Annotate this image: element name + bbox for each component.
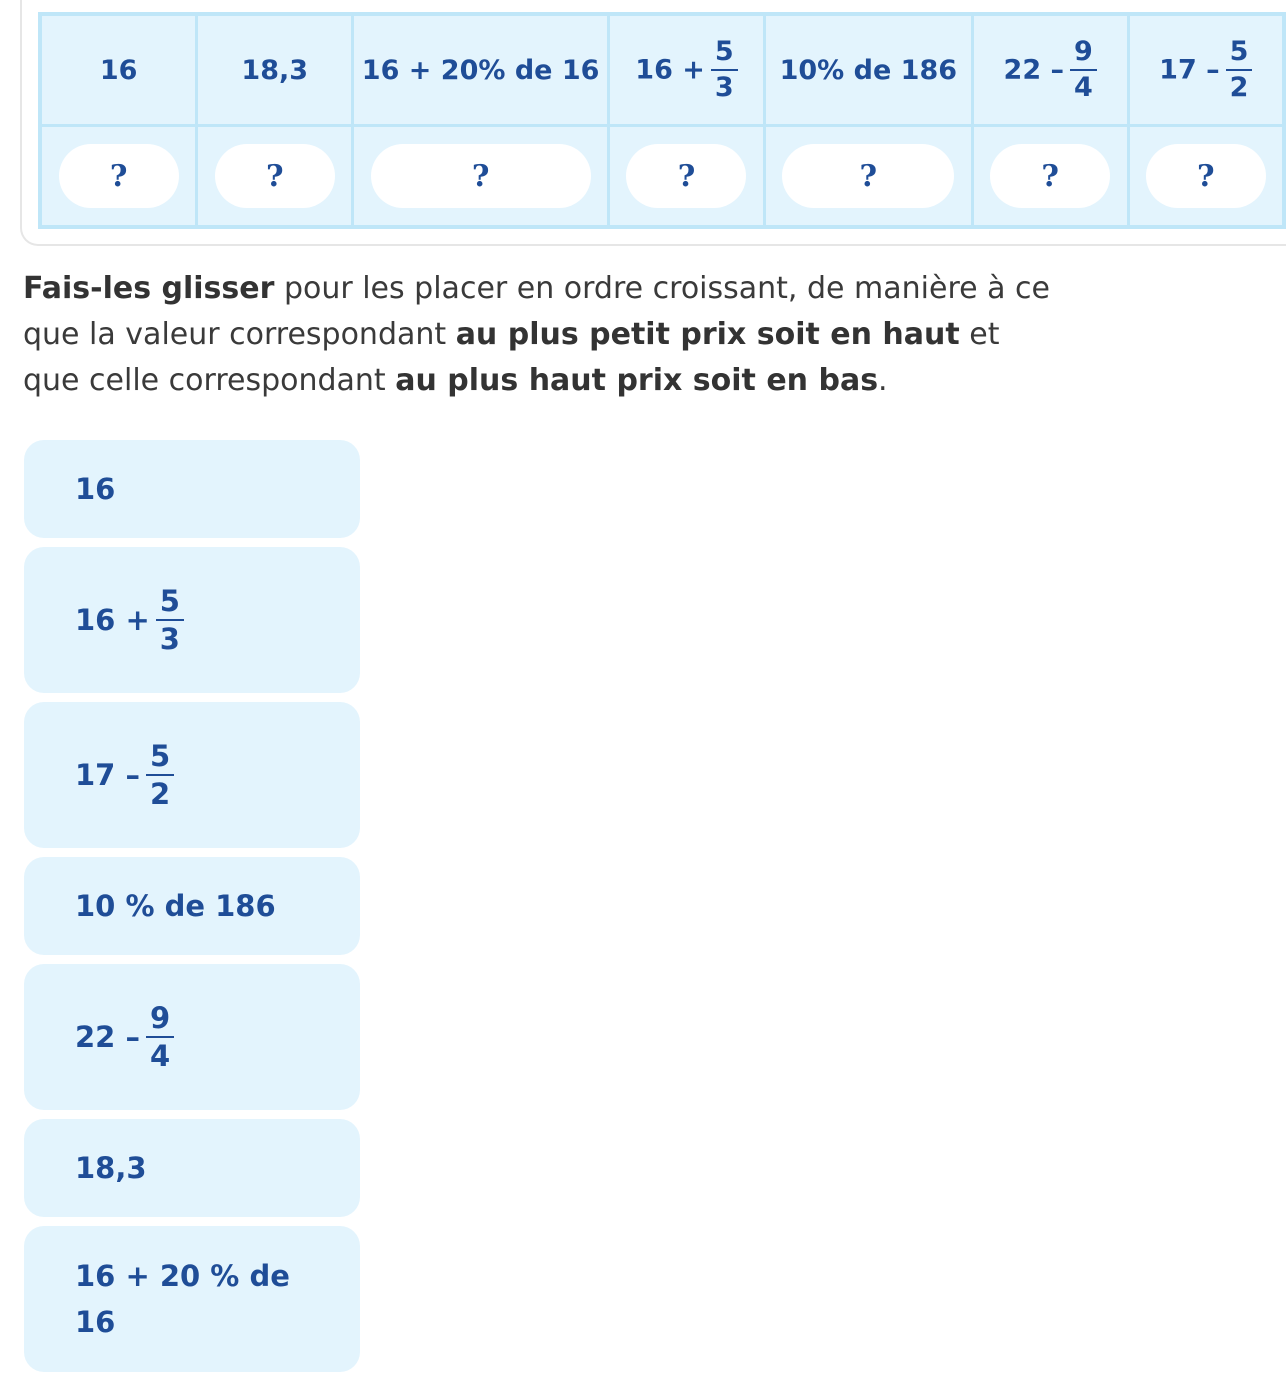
fraction-numerator: 5	[156, 586, 184, 620]
card-text: 16 + 20 % de 16	[75, 1259, 290, 1339]
draggable-card[interactable]	[24, 702, 360, 848]
instruction-plain: pour les placer en ordre croissant, de manière à ce que la valeur correspondant	[23, 271, 1050, 352]
draggable-card[interactable]	[24, 1119, 360, 1217]
table-header-cell	[609, 14, 765, 126]
value-table	[38, 12, 1286, 229]
answer-cell	[609, 126, 765, 228]
fraction	[146, 741, 174, 809]
instruction-text	[23, 266, 1063, 404]
draggable-card[interactable]	[24, 857, 360, 955]
table-header-cell	[40, 14, 197, 126]
card-prefix: 16 +	[75, 603, 150, 637]
fraction-denominator: 3	[714, 71, 734, 103]
table-header-cell	[764, 14, 972, 126]
fraction	[156, 586, 184, 654]
instruction-plain: et que celle correspondant	[23, 317, 1000, 398]
draggable-card[interactable]	[24, 1226, 360, 1372]
answer-cell	[764, 126, 972, 228]
answer-slot[interactable]: ?	[59, 144, 179, 208]
expression-prefix: 22 –	[1003, 54, 1065, 86]
answer-cell	[353, 126, 609, 228]
fraction	[1070, 38, 1097, 102]
answer-slot[interactable]: ?	[215, 144, 335, 208]
instruction-bold: au plus haut prix soit en bas	[395, 363, 879, 398]
expression-row	[40, 14, 1284, 126]
answer-slot[interactable]: ?	[782, 144, 954, 208]
fraction-numerator: 9	[1070, 38, 1097, 70]
table-header-cell	[197, 14, 353, 126]
expression-prefix: 17 –	[1159, 54, 1220, 86]
answer-cell	[40, 126, 197, 228]
fraction	[146, 1003, 174, 1071]
fraction-numerator: 9	[146, 1003, 174, 1037]
expression-text: 16 + 20% de 16	[361, 54, 600, 86]
fraction-denominator: 4	[149, 1038, 171, 1073]
expression-text: 16	[99, 54, 138, 86]
instruction-bold: au plus petit prix soit en haut	[455, 317, 960, 352]
answer-cell	[197, 126, 353, 228]
answer-row	[40, 126, 1284, 228]
fraction-numerator: 5	[711, 38, 738, 70]
fraction	[711, 38, 738, 102]
fraction-denominator: 3	[159, 621, 180, 656]
table-header-cell	[1128, 14, 1284, 126]
answer-slot[interactable]: ?	[990, 144, 1110, 208]
draggable-card[interactable]	[24, 964, 360, 1110]
fraction-numerator: 5	[1226, 38, 1253, 70]
answer-slot[interactable]: ?	[626, 144, 746, 208]
fraction-denominator: 2	[149, 776, 171, 811]
card-text: 10 % de 186	[75, 889, 276, 923]
instruction-bold: Fais-les glisser	[23, 271, 275, 306]
fraction-denominator: 4	[1074, 71, 1093, 103]
fraction	[1226, 38, 1253, 102]
answer-cell	[972, 126, 1128, 228]
draggable-card[interactable]	[24, 440, 360, 538]
card-prefix: 22 –	[75, 1020, 140, 1054]
card-text: 18,3	[75, 1151, 147, 1185]
expression-text: 18,3	[241, 54, 309, 86]
answer-slot[interactable]: ?	[1146, 144, 1266, 208]
draggable-card-list	[24, 440, 360, 1381]
instruction-plain: .	[878, 363, 888, 398]
draggable-card[interactable]	[24, 547, 360, 693]
expression-text: 10% de 186	[779, 54, 958, 86]
card-text: 16	[75, 472, 116, 506]
answer-cell	[1128, 126, 1284, 228]
card-prefix: 17 –	[75, 758, 140, 792]
fraction-denominator: 2	[1229, 71, 1249, 103]
fraction-numerator: 5	[146, 741, 174, 775]
table-header-cell	[972, 14, 1128, 126]
table-header-cell	[353, 14, 609, 126]
expression-prefix: 16 +	[635, 54, 705, 86]
answer-slot[interactable]: ?	[371, 144, 591, 208]
